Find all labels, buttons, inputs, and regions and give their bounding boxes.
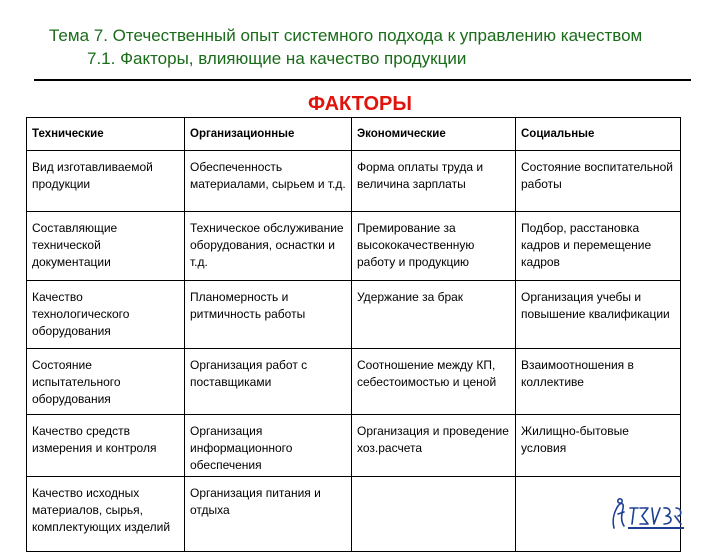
table-cell: Организация работ с поставщиками (185, 349, 352, 415)
column-header-technical: Технические (27, 118, 185, 151)
table-cell: Форма оплаты труда и величина зарплаты (352, 151, 516, 212)
table-cell: Планомерность и ритмичность работы (185, 281, 352, 349)
title-divider (34, 79, 691, 81)
table-row (27, 212, 681, 281)
table-cell: Подбор, расстановка кадров и перемещение кадров (516, 212, 681, 281)
table-cell: Качество исходных материалов, сырья, комплектующих изделий (27, 477, 185, 552)
table-cell: Качество средств измерения и контроля (27, 415, 185, 477)
table-cell: Состояние воспитательной работы (516, 151, 681, 212)
table-row (27, 349, 681, 415)
table-cell (352, 477, 516, 552)
column-header-economic: Экономические (352, 118, 516, 151)
table-cell: Состояние испытательного оборудования (27, 349, 185, 415)
table-row (27, 151, 681, 212)
table-row (27, 477, 681, 552)
table-cell: Техническое обслуживание оборудования, оснастки и т.д. (185, 212, 352, 281)
table-cell: Организация учебы и повышение квалификации (516, 281, 681, 349)
slide-title-line-2: 7.1. Факторы, влияющие на качество продукции (87, 49, 467, 68)
table-cell: Качество технологического оборудования (27, 281, 185, 349)
table-cell: Премирование за высококачественную работу и продукцию (352, 212, 516, 281)
table-cell: Взаимоотношения в коллективе (516, 349, 681, 415)
table-cell: Вид изготавливаемой продукции (27, 151, 185, 212)
table-cell: Удержание за брак (352, 281, 516, 349)
table-cell: Составляющие технической документации (27, 212, 185, 281)
table-cell: Жилищно-бытовые условия (516, 415, 681, 477)
factors-table (26, 117, 681, 552)
table-cell: Соотношение между КП, себестоимостью и ценой (352, 349, 516, 415)
table-cell: Организация питания и отдыха (185, 477, 352, 552)
slide-title-line-1: Тема 7. Отечественный опыт системного подхода к управлению качеством (49, 26, 643, 45)
table-cell: Организация и проведение хоз.расчета (352, 415, 516, 477)
table-header-row (27, 118, 681, 151)
table-cell: Обеспеченность материалами, сырьем и т.д. (185, 151, 352, 212)
factors-heading: ФАКТОРЫ (308, 93, 412, 115)
table-row (27, 281, 681, 349)
table-cell: Организация информационного обеспечения (185, 415, 352, 477)
university-logo-icon (608, 494, 688, 534)
column-header-social: Социальные (516, 118, 681, 151)
table-row (27, 415, 681, 477)
column-header-organizational: Организационные (185, 118, 352, 151)
